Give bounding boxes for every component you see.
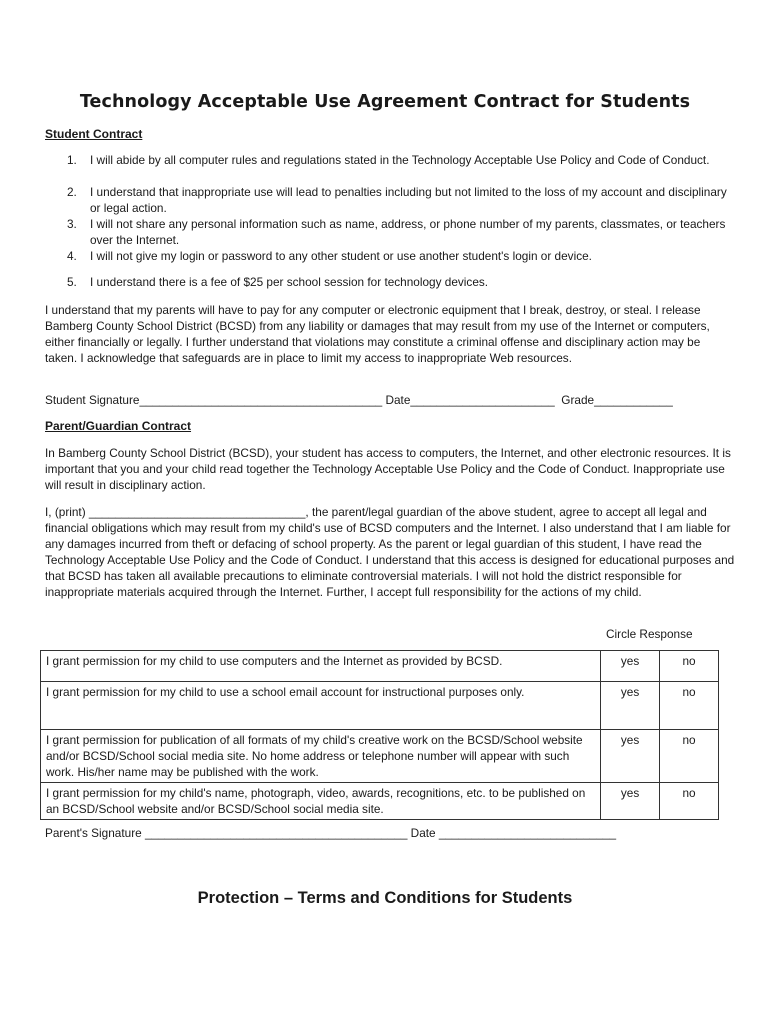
table-row <box>41 682 719 730</box>
list-item-text: I understand that inappropriate use will lead to penalties including but not limited to the loss of my account and disciplinary or legal action. <box>90 185 727 215</box>
list-item-number: 4. <box>67 249 77 263</box>
student-contract-heading: Student Contract <box>45 127 143 141</box>
no-option[interactable]: no <box>660 682 719 730</box>
list-item-text: I will not give my login or password to any other student or use another student's login or device. <box>90 249 592 263</box>
parent-contract-heading: Parent/Guardian Contract <box>45 419 192 433</box>
list-item-number: 1. <box>67 153 77 167</box>
list-item-text: I will not share any personal information such as name, address, or phone number of my parents, classmates, or teachers over the Internet. <box>90 217 726 247</box>
yes-option[interactable]: yes <box>601 682 660 730</box>
list-item-text: I will abide by all computer rules and regulations stated in the Technology Acceptable Use Policy and Code of Conduct. <box>90 153 710 167</box>
no-option[interactable]: no <box>660 783 719 820</box>
student-signature-line[interactable]: Student Signature_____________________________________ Date______________________ Grade____________ <box>45 393 673 407</box>
section-title: Protection – Terms and Conditions for Students <box>197 889 573 907</box>
parent-intro-paragraph: In Bamberg County School District (BCSD), your student has access to computers, the Internet, and other electronic resources. It is important that you and your child read together the Technology Acceptable Use Policy and the Code of Conduct. Inappropriate use will result in disciplinary action. <box>45 446 731 492</box>
list-item-number: 5. <box>67 275 77 289</box>
parent-signature-line[interactable]: Parent's Signature ________________________________________ Date ___________________________ <box>45 826 617 840</box>
table-row <box>41 783 719 820</box>
yes-option[interactable]: yes <box>601 783 660 820</box>
permission-question: I grant permission for publication of all formats of my child's creative work on the BCSD/School website and/or BCSD/School social media site. No home address or telephone number will appear with such work. His/her name may be published with the work. <box>41 730 601 783</box>
yes-option[interactable]: yes <box>601 730 660 783</box>
permission-question: I grant permission for my child to use a school email account for instructional purposes only. <box>41 682 601 730</box>
permission-question: I grant permission for my child's name, photograph, video, awards, recognitions, etc. to be published on an BCSD/School website and/or BCSD/School social media site. <box>41 783 601 820</box>
table-row <box>41 730 719 783</box>
parent-agreement-paragraph: I, (print) _________________________________, the parent/legal guardian of the above student, agree to accept all legal and financial obligations which may result from my child's use of BCSD computers and the Internet. I also understand that I am liable for any damages incurred from theft or defacing of school property. As the parent or legal guardian of this student, I have read the Technology Acceptable Use Policy and the Code of Conduct. I understand that this access is designed for educational purposes and that BCSD has taken all available precautions to eliminate controversial materials. I will not hold the district responsible for inappropriate materials acquired through the Internet. Further, I accept full responsibility for the actions of my child. <box>45 505 735 599</box>
circle-response-label: Circle Response <box>606 627 693 641</box>
table-row <box>41 651 719 682</box>
permissions-table <box>40 650 719 820</box>
document-title: Technology Acceptable Use Agreement Contract for Students <box>79 92 691 112</box>
list-item-number: 2. <box>67 185 77 199</box>
yes-option[interactable]: yes <box>601 651 660 682</box>
student-agreement-paragraph: I understand that my parents will have to pay for any computer or electronic equipment that I break, destroy, or steal. I release Bamberg County School District (BCSD) from any liability or damages that may result from my use of the Internet or computers, either financially or legally. I further understand that violations may constitute a criminal offense and disciplinary action may be taken. I acknowledge that safeguards are in place to limit my access to inappropriate Web resources. <box>45 303 710 365</box>
list-item-text: I understand there is a fee of $25 per school session for technology devices. <box>90 275 489 289</box>
no-option[interactable]: no <box>660 651 719 682</box>
no-option[interactable]: no <box>660 730 719 783</box>
permission-question: I grant permission for my child to use computers and the Internet as provided by BCSD. <box>41 651 601 682</box>
list-item-number: 3. <box>67 217 77 231</box>
